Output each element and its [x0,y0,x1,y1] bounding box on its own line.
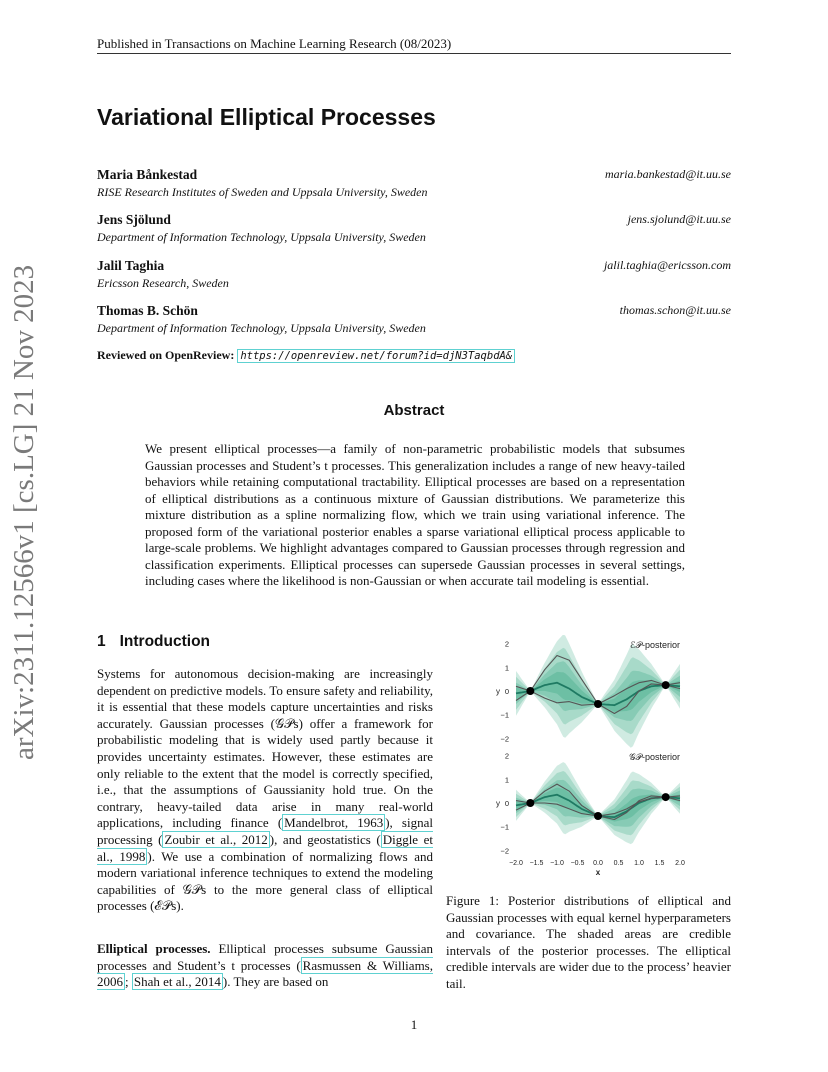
citation-link[interactable]: Rasmussen & Williams, 2006 [97,957,433,990]
citation-link[interactable]: Zoubir et al., 2012 [164,831,268,847]
author-name: Jalil Taghia [97,258,165,273]
y-tick-label: 1 [504,663,509,673]
openreview-link[interactable]: https://openreview.net/forum?id=djN3TaqbdA& [237,349,515,363]
observation-point [662,681,670,689]
author-email[interactable]: thomas.schon@it.uu.se [619,303,731,317]
y-tick-label: −1 [500,822,509,832]
abstract-heading: Abstract [383,402,445,419]
intro-text: ; [125,974,132,990]
author-name: Jens Sjölund [97,212,171,227]
review-label: Reviewed on OpenReview: [97,348,235,362]
author-name: Maria Bånkestad [97,167,198,182]
intro-text: ), and geostatistics ( [269,831,381,847]
author-email[interactable]: jalil.taghia@ericsson.com [603,258,731,272]
abstract-text: We present elliptical processes—a family of non-parametric probabilistic models that subsumes Gaussian processes and Student’s t processes. This generalization includes a range of new heavy-tailed behaviors while retaining computational tractability. Elliptical processes are based on a representation of elliptical distributions as a continuous mixture of Gaussian distributions. We parameterize this mixture distribution as a spline normalizing flow, which we train using variational inference. The proposed form of the variational posterior enables a sparse variational elliptical process applicable to large-scale problems. We highlight advantages compared to Gaussian processes through regression and classification experiments. Elliptical processes can supersede Gaussian processes in several settings, including cases where the likelihood is non-Gaussian or when accurate tail modeling is essential. [145,441,685,588]
y-tick-label: 0 [504,687,509,696]
page-number: 1 [410,1017,418,1032]
y-tick-label: 2 [504,751,509,761]
header-rule [97,53,731,54]
arxiv-stamp: arXiv:2311.12566v1 [cs.LG] 21 Nov 2023 [8,264,40,760]
figure-1 [478,635,703,882]
section-number: 1 [97,633,106,650]
section-title: Introduction [119,633,211,650]
intro-paragraph [97,666,433,915]
citation-link[interactable]: Diggle et al., 1998 [97,831,434,864]
author-affiliation: Ericsson Research, Sweden [97,276,229,290]
y-tick-label: −2 [500,734,509,744]
intro-text: Elliptical processes subsume Gaussian processes and Student’s t processes ( [97,941,433,973]
y-tick-label: 0 [504,799,509,808]
x-tick-label: 1.0 [634,860,644,867]
author-affiliation: RISE Research Institutes of Sweden and Uppsala University, Sweden [97,185,428,199]
x-tick-label: −2.0 [509,860,523,867]
citation-link[interactable]: Mandelbrot, 1963 [284,815,384,831]
ep-paragraph [97,941,433,991]
review-line [97,348,515,363]
observation-point [594,812,602,820]
author-entry [97,167,731,200]
paper-title: Variational Elliptical Processes [97,104,436,130]
observation-point [662,793,670,801]
paragraph-heading: Elliptical processes. [97,941,211,956]
citation-link[interactable]: Shah et al., 2014 [133,974,221,990]
intro-text: ). They are based on [222,974,329,990]
intro-text: ), signal processing ( [97,815,433,847]
author-affiliation: Department of Information Technology, Uppsala University, Sweden [97,230,426,244]
y-axis-label: y [496,799,500,808]
author-entry [97,303,731,336]
x-tick-label: 0.5 [613,860,624,867]
author-email[interactable]: maria.bankestad@it.uu.se [604,167,731,181]
intro-text: ). We use a combination of normalizing flows and modern variational inference techniques to extend the modeling capabilities of 𝒢𝒫s to the more general class of elliptical processes (ℰ𝒫s). [97,848,433,914]
author-email[interactable]: jens.sjolund@it.uu.se [627,212,731,226]
observation-point [526,799,534,807]
observation-point [594,700,602,708]
observation-point [526,687,534,695]
figure-caption: Figure 1: Posterior distributions of elliptical and Gaussian processes with equal kernel hyperparameters and covariance. The shaded areas are credible intervals of the posterior processes. The elliptical credible intervals are wider due to the process’ heavier tail. [446,893,731,991]
posterior-chart [478,635,703,877]
x-tick-label: 1.5 [654,860,665,867]
y-tick-label: 2 [504,639,509,649]
x-tick-label: −1.0 [550,860,564,867]
x-tick-label: −0.5 [570,860,585,867]
y-tick-label: −1 [500,710,509,720]
author-entry [97,212,731,245]
x-tick-label: 0.0 [593,860,603,867]
panel-label: ℰ𝒫-posterior [630,640,680,650]
author-affiliation: Department of Information Technology, Uppsala University, Sweden [97,321,426,335]
x-tick-label: −1.5 [529,860,544,867]
x-axis-label: x [595,868,601,877]
y-tick-label: 1 [504,775,509,785]
y-tick-label: −2 [500,846,509,856]
intro-text: Systems for autonomous decision-making are increasingly dependent on predictive models. To ensure safety and reliability, it is essential that these models capture uncertainties and risks accurately. Gaussian processes (𝒢𝒫s) offer a framework for probabilistic modeling that is widely used partly because it provides uncertainty estimates. However, these estimates are only reliable to the extent that the model is correctly specified, i.e., that the assumptions of Gaussianity hold true. On the contrary, heavy-tailed data arise in many real-world applications, including finance ( [97,666,433,831]
x-tick-label: 2.0 [675,860,685,867]
running-header: Published in Transactions on Machine Learning Research (08/2023) [97,36,452,51]
section-heading [97,633,210,651]
author-entry [97,258,731,291]
y-axis-label: y [496,687,500,696]
author-name: Thomas B. Schön [97,303,198,318]
panel-label: 𝒢𝒫-posterior [629,752,680,762]
